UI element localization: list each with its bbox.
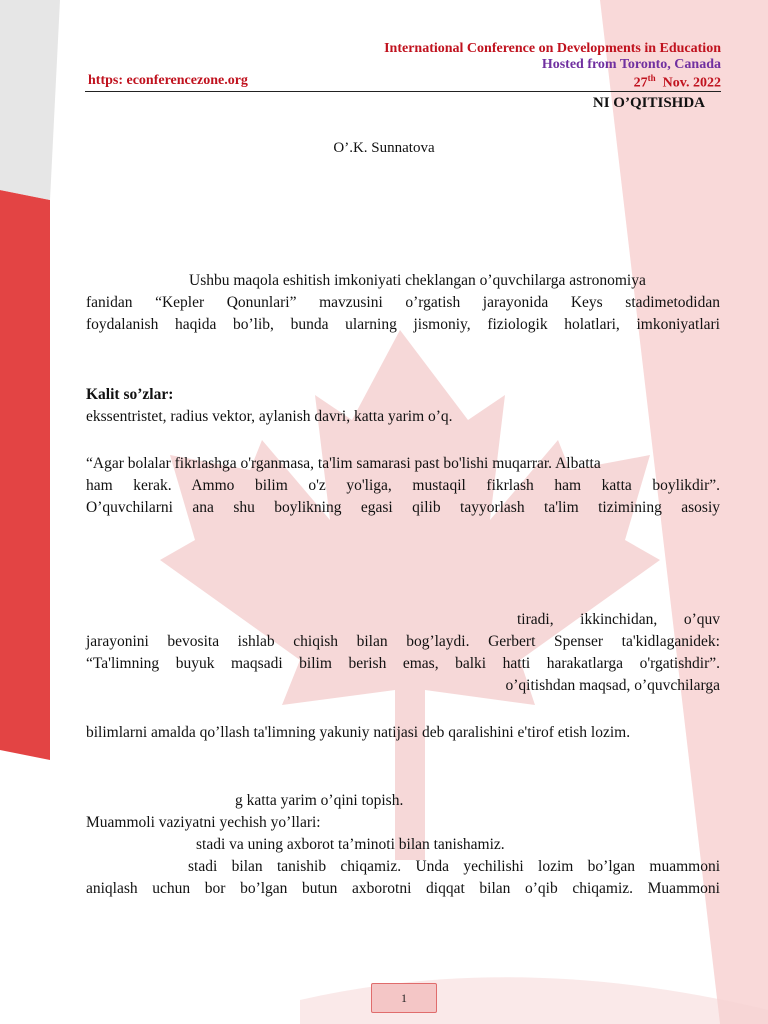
author-name: O’.K. Sunnatova — [333, 140, 435, 156]
abstract-line-1: Ushbu maqola eshitish imkoniyati cheklangan o’quvchilarga astronomiya — [189, 272, 646, 289]
page-number: 1 — [371, 983, 437, 1013]
para2-line-1: tiradi, ikkinchidan, o’quv — [517, 611, 720, 628]
keywords-label: Kalit so’zlar: — [86, 386, 174, 403]
conference-url[interactable]: https: econferencezone.org — [88, 73, 248, 88]
solution-label: Muammoli vaziyatni yechish yo’llari: — [86, 814, 321, 831]
quote-line-2: ham kerak. Ammo bilim o'z yo'liga, mustaqil fikrlash ham katta boylikdir”. — [86, 477, 720, 494]
abstract-line-2: fanidan “Kepler Qonunlari” mavzusini o’rgatish jarayonida Keys stadimetodidan — [86, 294, 720, 311]
task-text: g katta yarim o’qini topish. — [235, 792, 404, 809]
date-day: 27 — [633, 75, 648, 91]
header-rule — [85, 91, 721, 92]
date-suffix: th — [647, 73, 656, 83]
abstract-line-3: foydalanish haqida bo’lib, bunda ularning jismoniy, fiziologik holatlari, imkoniyatlari — [86, 316, 720, 333]
para2-line-2: jarayonini bevosita ishlab chiqish bilan bog’laydi. Gerbert Spenser ta'kidlaganidek: — [86, 633, 720, 650]
para3: bilimlarni amalda qo’llash ta'limning yakuniy natijasi deb qaralishini e'tirof etish lozim. — [86, 724, 631, 741]
conference-date — [634, 73, 721, 92]
para2-line-4: o’qitishdan maqsad, o’quvchilarga — [505, 677, 720, 694]
date-rest: Nov. 2022 — [662, 75, 721, 91]
quote-line-3: O’quvchilarni ana shu boylikning egasi qilib tayyorlash ta'lim tizimining asosiy — [86, 499, 720, 516]
step-2-line-2: aniqlash uchun bor bo’lgan butun axborotni diqqat bilan o’qib chiqamiz. Muammoni — [86, 880, 720, 897]
conference-name: International Conference on Developments in Education — [384, 41, 721, 56]
quote-line-1: “Agar bolalar fikrlashga o'rganmasa, ta'lim samarasi past bo'lishi muqarrar. Albatta — [86, 455, 601, 472]
step-1: stadi va uning axborot ta’minoti bilan tanishamiz. — [196, 836, 505, 853]
para2-line-3: “Ta'limning buyuk maqsadi bilim berish emas, balki hatti harakatlarga o'rgatishdir”. — [86, 655, 720, 672]
hosted-location: Hosted from Toronto, Canada — [541, 57, 721, 72]
step-2-line-1: stadi bilan tanishib chiqamiz. Unda yechilishi lozim bo’lgan muammoni — [188, 858, 720, 875]
keywords-text: ekssentristet, radius vektor, aylanish davri, katta yarim o’q. — [86, 408, 453, 425]
article-title: NI O’QITISHDA — [592, 95, 705, 111]
